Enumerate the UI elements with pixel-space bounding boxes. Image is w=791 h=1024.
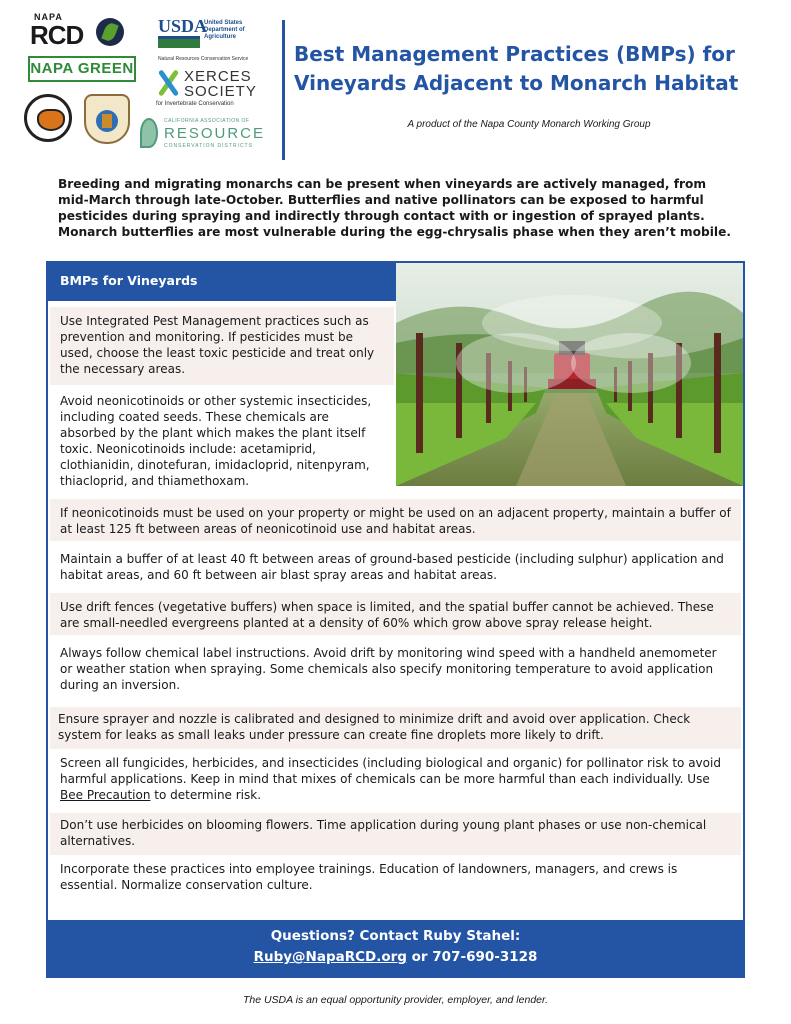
bmp-item — [50, 387, 394, 497]
carcd-leaf-icon — [140, 118, 158, 148]
contact-phone: or 707-690-3128 — [406, 949, 538, 965]
product-attribution: A product of the Napa County Monarch Working Group — [407, 119, 651, 130]
bmp-item-text: Ensure sprayer and nozzle is calibrated and designed to minimize drift and avoid over application. Check system for leaks as small leaks under pressure can create fine droplets more likely to drift. — [58, 712, 691, 742]
vineyard-photo-illustration — [396, 263, 743, 486]
bmp-item-text: Use drift fences (vegetative buffers) when space is limited, and the spatial buffer cannot be achieved. These are small-needled evergreens planted at a density of 60% which grow above spray release height. — [60, 600, 714, 630]
page-title — [294, 40, 764, 98]
bmp-item — [50, 857, 741, 901]
bmp-box-title: BMPs for Vineyards — [60, 273, 198, 288]
bmp-item-text-after: to determine risk. — [150, 788, 262, 802]
usda-equal-opportunity-footer: The USDA is an equal opportunity provider, employer, and lender. — [242, 994, 549, 1006]
fish-and-wildlife-badge-icon — [84, 94, 130, 144]
header-divider — [282, 20, 285, 160]
nrcs-subtitle: Natural Resources Conservation Service — [158, 56, 249, 62]
usda-field-icon — [158, 36, 200, 48]
usda-line: Department of — [204, 27, 245, 33]
bmp-item-text: Don’t use herbicides on blooming flowers. Time application during young plant phases or use non-chemical alternatives. — [60, 818, 707, 848]
napa-rcd-logo — [28, 12, 124, 48]
partner-logos — [0, 0, 270, 160]
bmp-item — [50, 813, 741, 855]
bmp-item — [50, 499, 741, 541]
bmp-box-header — [48, 263, 396, 301]
napa-rcd-logo-big: RCD — [30, 20, 84, 50]
carcd-logo — [140, 116, 270, 152]
carcd-bottom: CONSERVATION DISTRICTS — [164, 143, 253, 149]
vineyard-spraying-photo — [396, 263, 743, 486]
usda-lines — [204, 20, 245, 41]
bmp-item-text: Use Integrated Pest Management practices such as prevention and monitoring. If pesticides must be used, choose the least toxic pesticide and treat only the necessary areas. — [60, 314, 375, 376]
bmp-item — [50, 639, 741, 699]
xerces-x-icon — [156, 68, 180, 98]
western-monarch-seal-icon — [24, 94, 72, 142]
carcd-top: CALIFORNIA ASSOCIATION OF — [164, 118, 250, 124]
napa-green-logo-text: NAPA GREEN — [30, 60, 134, 77]
napa-green-logo — [28, 56, 136, 82]
bmp-item-text: Always follow chemical label instructions. Avoid drift by monitoring wind speed with a handheld anemometer or weather station when spraying. Some chemicals also specify monitoring temperature to avoid application during an inversion. — [60, 646, 717, 692]
bmp-item-text: Avoid neonicotinoids or other systemic insecticides, including coated seeds. These chemicals are absorbed by the plant which makes the plant itself toxic. Neonicotinoids include: acetamiprid, clothianidin, dinotefuran, imidacloprid, nitenpyram, thiacloprid, and thiamethoxam. — [60, 394, 372, 488]
bmp-item — [50, 707, 741, 749]
bmp-item — [50, 593, 741, 635]
contact-banner — [48, 920, 743, 976]
bee-precaution-link[interactable]: Bee Precaution — [60, 788, 151, 802]
bmp-item — [50, 307, 394, 385]
bmp-item — [50, 545, 741, 589]
usda-mark: USDA — [158, 16, 208, 36]
bmp-item-text-before: Screen all fungicides, herbicides, and insecticides (including biological and organic) for pollinator risk to avoid harmful applications. Keep in mind that mixes of chemicals can be more harmful than each individually. Use — [60, 756, 721, 786]
contact-details — [48, 949, 743, 965]
bmp-item-text: Maintain a buffer of at least 40 ft between areas of ground-based pesticide (including sulphur) application and habitat areas, and 60 ft between air blast spray areas and habitat areas. — [60, 552, 724, 582]
bmp-item — [50, 751, 741, 811]
contact-heading: Questions? Contact Ruby Stahel: — [270, 928, 521, 944]
bmp-item-text: If neonicotinoids must be used on your property or might be used on an adjacent property, maintain a buffer of at least 125 ft between areas of neonicotinoid use and habitat areas. — [60, 506, 731, 536]
bmp-box — [46, 261, 745, 978]
page-title-line2: Vineyards Adjacent to Monarch Habitat — [294, 71, 739, 95]
xerces-society-logo — [156, 68, 260, 110]
napa-rcd-logo-small: NAPA — [34, 12, 63, 22]
usda-logo — [158, 16, 258, 62]
usda-line: Agriculture — [204, 34, 237, 40]
xerces-tagline: for Invertebrate Conservation — [156, 101, 234, 107]
leaf-emblem-icon — [96, 18, 124, 46]
contact-email-link[interactable]: Ruby@NapaRCD.org — [253, 949, 407, 965]
carcd-main: RESOURCE — [164, 125, 266, 142]
xerces-line2: SOCIETY — [184, 83, 257, 100]
bmp-item-text: Incorporate these practices into employee trainings. Education of landowners, managers, and crews is essential. Normalize conservation culture. — [60, 862, 678, 892]
usda-line: United States — [204, 20, 243, 26]
xerces-line1: XERCES — [184, 68, 252, 85]
intro-paragraph: Breeding and migrating monarchs can be present when vineyards are actively managed, from mid-March through late-October. Butterflies and native pollinators can be exposed to harmful pesticides during spraying and indirectly through contact with or ingestion of sprayed plants. Monarch butterflies are most vulnerable during the egg-chrysalis phase when they aren’t mobile. — [58, 177, 731, 239]
page-title-line1: Best Management Practices (BMPs) for — [294, 42, 735, 66]
